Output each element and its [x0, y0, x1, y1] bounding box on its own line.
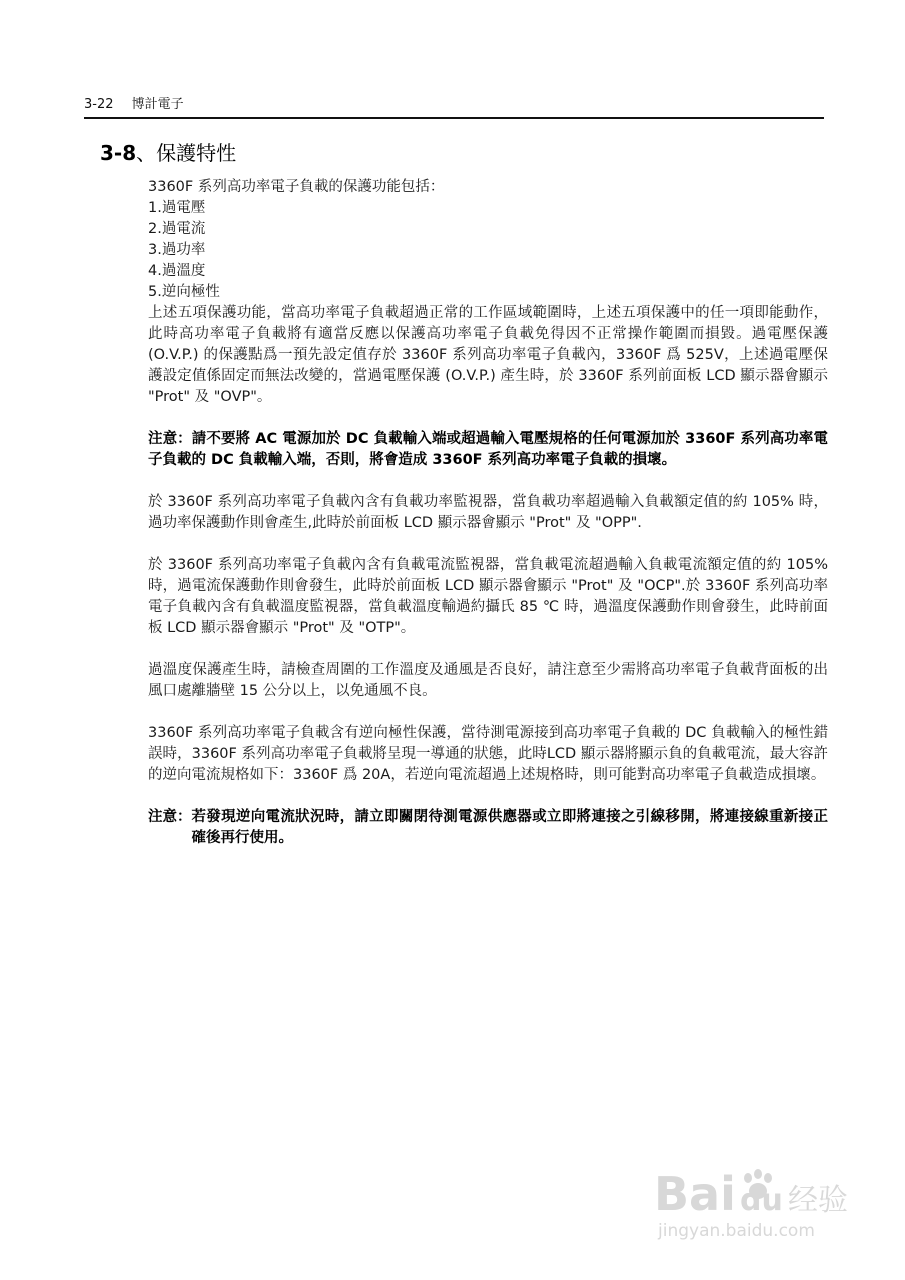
warning-text: 若發現逆向電流狀況時，請立即關閉待測電源供應器或立即將連接之引線移開，將連接線重新接正確後再行使用。	[191, 809, 828, 846]
watermark-brand-cn: 经验	[788, 1183, 848, 1218]
list-item: 1.過電壓	[148, 200, 206, 216]
list-item: 4.過溫度	[148, 263, 206, 279]
watermark-url: jingyan.baidu.com	[658, 1221, 815, 1241]
list-item: 2.過電流	[148, 221, 206, 237]
section-number: 3-8	[100, 141, 137, 165]
warning-label: 注意：	[148, 809, 192, 825]
warning-note-ac: 注意：請不要將 AC 電源加於 DC 負載輸入端或超過輸入電壓規格的任何電源加於 3360F 系列高功率電子負載的 DC 負載輸入端，否則，將會造成 3360F 系列高功率電子負載的損壞。	[148, 431, 828, 468]
paragraph-opp: 於 3360F 系列高功率電子負載內含有負載功率監視器，當負載功率超過輸入負載額定值的約 105% 時，過功率保護動作則會產生,此時於前面板 LCD 顯示器會顯示 "Prot" 及 "OPP".	[148, 494, 828, 531]
paragraph-overview: 上述五項保護功能，當高功率電子負載超過正常的工作區域範圍時，上述五項保護中的任一項即能動作，此時高功率電子負載將有適當反應以保護高功率電子負載免得因不正常操作範圍而損毀。過電壓保護 (O.V.P.) 的保護點爲一預先設定值存於 3360F 系列高功率電子負載內，3360F 爲 525V，上述過電壓保護設定值係固定而無法改變的，當過電壓保護 (O.V.P.) 產生時，於 3360F 系列前面板 LCD 顯示器會顯示 "Prot" 及 "OVP"。	[148, 305, 828, 405]
publisher-name: 博計電子	[131, 97, 184, 112]
watermark-brand-suffix: du	[740, 1183, 783, 1218]
paragraph-ocp-otp: 於 3360F 系列高功率電子負載內含有負載電流監視器，當負載電流超過輸入負載電流額定值的約 105% 時，過電流保護動作則會發生，此時於前面板 LCD 顯示器會顯示 "Prot" 及 "OCP".於 3360F 系列高功率電子負載內含有負載溫度監視器，當負載溫度輸過約攝氏 85 ℃ 時，過溫度保護動作則會發生，此時前面板 LCD 顯示器會顯示 "Prot" 及 "OTP"。	[148, 557, 828, 636]
page-number: 3-22	[84, 97, 114, 112]
page-header	[84, 96, 824, 119]
section-body	[148, 177, 828, 849]
list-item: 5.逆向極性	[148, 284, 220, 300]
protection-list	[148, 198, 828, 303]
intro-text: 3360F 系列高功率電子負載的保護功能包括：	[148, 179, 445, 195]
section-title-text: 、保護特性	[136, 141, 237, 165]
paragraph-reverse-polarity: 3360F 系列高功率電子負載含有逆向極性保護，當待測電源接到高功率電子負載的 DC 負載輸入的極性錯誤時，3360F 系列高功率電子負載將呈現一導通的狀態，此時LCD 顯示器將顯示負的負載電流，最大容許的逆向電流規格如下：3360F 爲 20A，若逆向電流超過上述規格時，則可能對高功率電子負載造成損壞。	[148, 725, 828, 783]
baidu-jingyan-watermark	[648, 1158, 858, 1244]
paragraph-ventilation: 過溫度保護產生時，請檢查周圍的工作溫度及通風是否良好，請注意至少需將高功率電子負載背面板的出風口處離牆壁 15 公分以上，以免通風不良。	[148, 662, 828, 699]
section-title	[100, 140, 236, 166]
watermark-brand: Bai	[654, 1167, 736, 1221]
warning-note-reverse	[148, 807, 828, 849]
list-item: 3.過功率	[148, 242, 206, 258]
